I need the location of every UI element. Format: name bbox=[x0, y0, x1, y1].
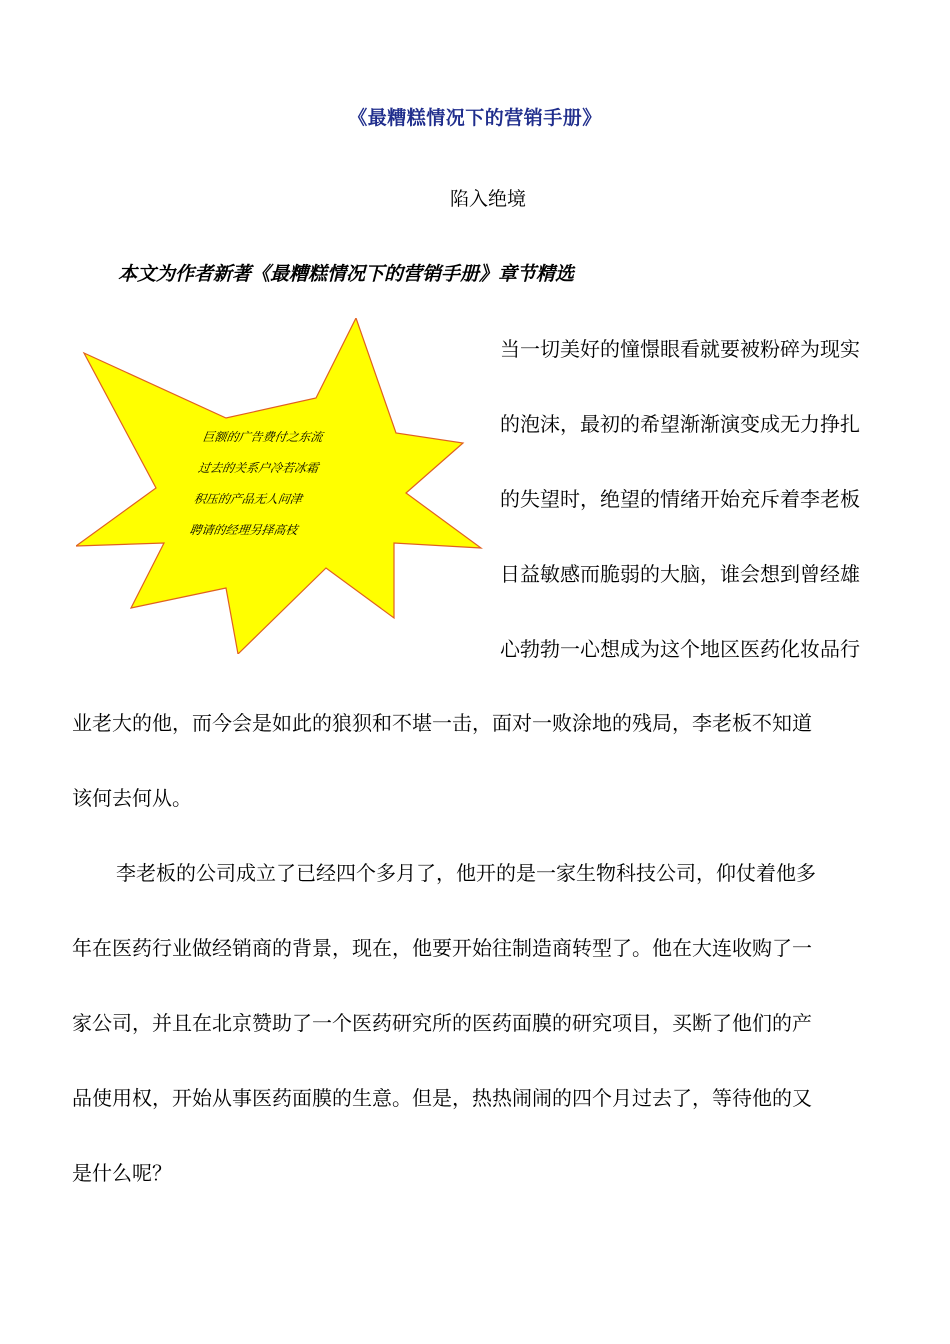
callout-line: 巨额的广告费付之东流 bbox=[201, 430, 324, 444]
callout-line: 聘请的经理另择高枝 bbox=[188, 523, 299, 537]
text-line: 家公司，并且在北京赞助了一个医药研究所的医药面膜的研究项目，买断了他们的产 bbox=[72, 1011, 812, 1035]
text-line: 该何去何从。 bbox=[72, 786, 192, 810]
text-line: 是什么呢？ bbox=[72, 1161, 172, 1185]
text-line: 李老板的公司成立了已经四个多月了，他开的是一家生物科技公司，仰仗着他多 bbox=[116, 861, 816, 885]
callout-line: 过去的关系户冷若冰霜 bbox=[197, 461, 320, 475]
text-line: 心勃勃一心想成为这个地区医药化妆品行 bbox=[500, 637, 860, 661]
text-line: 业老大的他，而今会是如此的狼狈和不堪一击，面对一败涂地的残局，李老板不知道 bbox=[72, 711, 812, 735]
text-line: 品使用权，开始从事医药面膜的生意。但是，热热闹闹的四个月过去了，等待他的又 bbox=[72, 1086, 812, 1110]
text-line: 年在医药行业做经销商的背景，现在，他要开始往制造商转型了。他在大连收购了一 bbox=[72, 936, 812, 960]
text-line: 的失望时，绝望的情绪开始充斥着李老板 bbox=[500, 487, 860, 511]
callout-text bbox=[187, 422, 394, 546]
article-subtitle: 本文为作者新著《最糟糕情况下的营销手册》章节精选 bbox=[118, 263, 575, 285]
text-line: 的泡沫，最初的希望渐渐演变成无力挣扎 bbox=[500, 412, 860, 436]
paragraph-1-continued bbox=[72, 686, 904, 836]
paragraph-2 bbox=[72, 836, 904, 1211]
chapter-title: 陷入绝境 bbox=[449, 188, 526, 210]
text-line: 日益敏感而脆弱的大脑，谁会想到曾经雄 bbox=[500, 562, 860, 586]
text-line: 当一切美好的憧憬眼看就要被粉碎为现实 bbox=[500, 337, 860, 361]
starburst-callout bbox=[76, 318, 486, 654]
paragraph-1-wrapped bbox=[500, 312, 904, 687]
document-title: 《最糟糕情况下的营销手册》 bbox=[348, 107, 602, 129]
callout-line: 积压的产品无人问津 bbox=[192, 492, 303, 506]
